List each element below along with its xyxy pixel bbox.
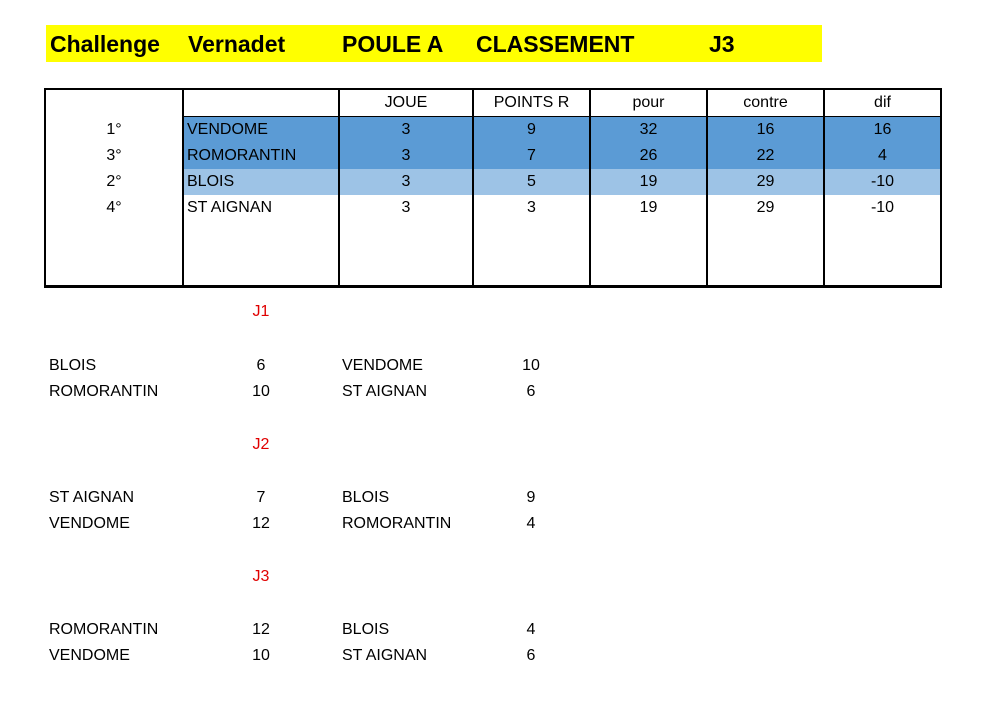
match-away-team: BLOIS [342, 489, 390, 506]
rank-cell: 4° [45, 195, 183, 221]
empty-cell [824, 221, 941, 287]
match-home-score: 10 [252, 647, 270, 664]
match-home-team: ST AIGNAN [49, 489, 135, 506]
contre-cell: 29 [707, 169, 824, 195]
header-dif: dif [824, 89, 941, 117]
match-away-team: ROMORANTIN [342, 515, 452, 532]
title-pool: POULE A [342, 31, 444, 57]
header-pour: pour [590, 89, 707, 117]
day-label: J3 [252, 568, 270, 585]
title-day: J3 [709, 31, 735, 57]
team-cell: BLOIS [183, 169, 339, 195]
match-home-score: 12 [252, 621, 270, 638]
pour-cell: 19 [590, 169, 707, 195]
match-away-score: 6 [526, 647, 536, 664]
pour-cell: 19 [590, 195, 707, 221]
header-points: POINTS R [473, 89, 590, 117]
match-away-score: 6 [526, 383, 536, 400]
pour-cell: 32 [590, 117, 707, 144]
dif-cell: 4 [824, 143, 941, 169]
team-cell: ROMORANTIN [183, 143, 339, 169]
contre-cell: 29 [707, 195, 824, 221]
points-cell: 5 [473, 169, 590, 195]
dif-cell: 16 [824, 117, 941, 144]
dif-cell: -10 [824, 169, 941, 195]
points-cell: 7 [473, 143, 590, 169]
table-empty-row [45, 221, 941, 287]
empty-cell [707, 221, 824, 287]
header-team [183, 89, 339, 117]
rank-cell: 3° [45, 143, 183, 169]
empty-cell [183, 221, 339, 287]
empty-cell [45, 221, 183, 287]
match-away-team: ST AIGNAN [342, 383, 428, 400]
team-cell: VENDOME [183, 117, 339, 144]
dif-cell: -10 [824, 195, 941, 221]
table-row [45, 169, 941, 195]
match-home-score: 12 [252, 515, 270, 532]
match-home-team: BLOIS [49, 357, 97, 374]
standings-table [44, 88, 942, 288]
match-home-score: 7 [256, 489, 266, 506]
table-row [45, 117, 941, 144]
empty-cell [473, 221, 590, 287]
match-home-score: 10 [252, 383, 270, 400]
contre-cell: 22 [707, 143, 824, 169]
rank-cell: 1° [45, 117, 183, 144]
pour-cell: 26 [590, 143, 707, 169]
points-cell: 9 [473, 117, 590, 144]
empty-cell [339, 221, 473, 287]
match-home-team: VENDOME [49, 647, 130, 664]
header-joue: JOUE [339, 89, 473, 117]
table-header-row [45, 89, 941, 117]
header-contre: contre [707, 89, 824, 117]
joue-cell: 3 [339, 143, 473, 169]
table-row [45, 143, 941, 169]
match-away-team: ST AIGNAN [342, 647, 428, 664]
match-home-team: VENDOME [49, 515, 130, 532]
table-row [45, 195, 941, 221]
match-away-score: 4 [526, 621, 536, 638]
joue-cell: 3 [339, 169, 473, 195]
match-home-team: ROMORANTIN [49, 621, 159, 638]
match-away-team: BLOIS [342, 621, 390, 638]
contre-cell: 16 [707, 117, 824, 144]
joue-cell: 3 [339, 195, 473, 221]
joue-cell: 3 [339, 117, 473, 144]
rank-cell: 2° [45, 169, 183, 195]
day-label: J2 [252, 436, 270, 453]
day-label: J1 [252, 303, 270, 320]
match-away-score: 4 [526, 515, 536, 532]
match-home-team: ROMORANTIN [49, 383, 159, 400]
match-away-score: 10 [522, 357, 540, 374]
header-rank [45, 89, 183, 117]
empty-cell [590, 221, 707, 287]
title-ranking: CLASSEMENT [476, 31, 635, 57]
team-cell: ST AIGNAN [183, 195, 339, 221]
points-cell: 3 [473, 195, 590, 221]
title-name: Vernadet [188, 31, 286, 57]
match-away-score: 9 [526, 489, 536, 506]
match-home-score: 6 [256, 357, 266, 374]
title-challenge: Challenge [50, 31, 160, 57]
match-away-team: VENDOME [342, 357, 423, 374]
